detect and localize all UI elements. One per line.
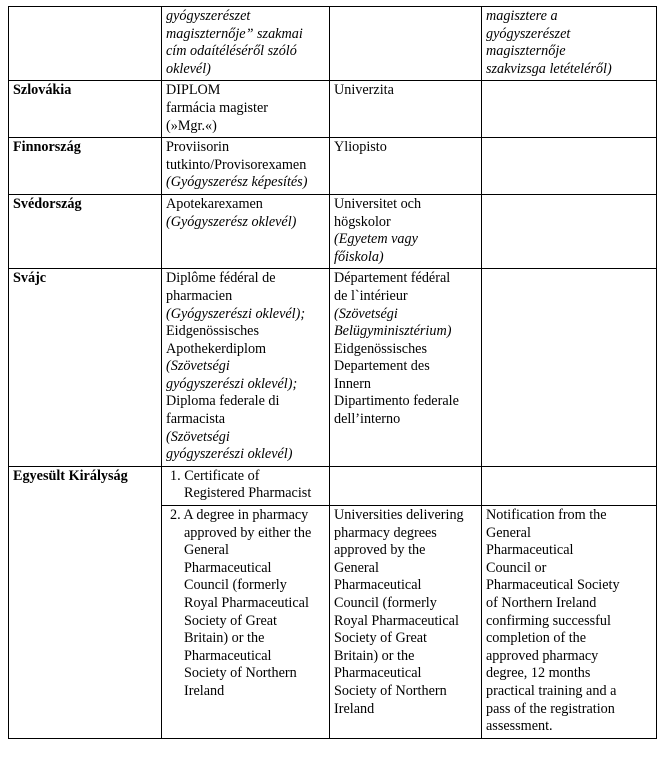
cell-line: Innern bbox=[334, 375, 372, 392]
country-name: Finnország bbox=[9, 138, 162, 195]
cell-line: Certificate of bbox=[184, 467, 260, 484]
cell-line: Departement des bbox=[334, 358, 430, 375]
cell-line: oklevél) bbox=[166, 60, 211, 77]
list-item bbox=[166, 468, 325, 503]
country-name: Svájc bbox=[9, 269, 162, 467]
cell-line: Proviisorin bbox=[166, 139, 230, 156]
table-row-uk-1 bbox=[9, 466, 657, 505]
cell-line: pass of the registration bbox=[486, 700, 615, 717]
cell-line: Pharmaceutical bbox=[184, 647, 272, 664]
cell-line: General bbox=[334, 559, 379, 576]
cell-line: farmacista bbox=[166, 411, 226, 428]
qualification-cell bbox=[162, 7, 330, 81]
cell-line: Britain) or the bbox=[334, 647, 415, 664]
cell-line: (Gyógyszerész oklevél) bbox=[166, 213, 297, 230]
cell-line: assessment. bbox=[486, 718, 553, 735]
cell-line: approved by the bbox=[334, 542, 426, 559]
cell-line: Universities delivering bbox=[334, 507, 464, 524]
cell-line: Registered Pharmacist bbox=[184, 485, 312, 502]
cell-line: confirming successful bbox=[486, 612, 611, 629]
qualification-cell bbox=[162, 194, 330, 268]
cell-line: Ireland bbox=[334, 700, 375, 717]
cell-line: Diplôme fédéral de bbox=[166, 270, 276, 287]
cell-line: Universitet och bbox=[334, 195, 422, 212]
cell-line: Univerzita bbox=[334, 82, 394, 99]
cell-line: Apothekerdiplom bbox=[166, 340, 267, 357]
qualification-cell bbox=[162, 269, 330, 467]
cell-line: approved pharmacy bbox=[486, 647, 599, 664]
cell-line: DIPLOM bbox=[166, 82, 221, 99]
certificate-cell bbox=[482, 194, 657, 268]
country-name: Egyesült Királyság bbox=[9, 466, 162, 738]
cell-line: Dipartimento federale bbox=[334, 393, 459, 410]
awarding-body-cell bbox=[330, 506, 482, 739]
cell-line: degree, 12 months bbox=[486, 665, 591, 682]
country-name: Szlovákia bbox=[9, 81, 162, 138]
cell-line: Society of Great bbox=[184, 612, 277, 629]
certificate-cell bbox=[482, 138, 657, 195]
cell-line: Royal Pharmaceutical bbox=[184, 595, 309, 611]
table-row-finnorszag bbox=[9, 138, 657, 195]
cell-line: Eidgenössisches bbox=[166, 323, 259, 340]
cell-line: Belügyminisztérium) bbox=[334, 323, 452, 340]
cell-line: de l`intérieur bbox=[334, 287, 408, 304]
table-row-svajc bbox=[9, 269, 657, 467]
qualification-cell bbox=[162, 81, 330, 138]
cell-line: magiszternője” szakmai bbox=[166, 25, 303, 42]
cell-line: of Northern Ireland bbox=[486, 595, 597, 611]
cell-line: A degree in pharmacy bbox=[183, 507, 309, 524]
certificate-cell bbox=[482, 7, 657, 81]
cell-line: Notification from the bbox=[486, 507, 607, 524]
country-name: Svédország bbox=[9, 194, 162, 268]
cell-line: practical training and a bbox=[486, 682, 617, 699]
cell-line: Royal Pharmaceutical bbox=[334, 612, 459, 629]
certificate-cell bbox=[482, 466, 657, 505]
cell-line: Council or bbox=[486, 559, 547, 576]
cell-line: magisztere a bbox=[486, 8, 558, 24]
cell-line: Eidgenössisches bbox=[334, 340, 427, 357]
cell-line: högskolor bbox=[334, 213, 391, 230]
cell-line: (»Mgr.«) bbox=[166, 117, 217, 134]
table-row-svedorszag bbox=[9, 194, 657, 268]
cell-line: gyógyszerészet bbox=[486, 25, 571, 42]
cell-line: (Gyógyszerészi oklevél); bbox=[166, 305, 306, 322]
cell-line: pharmacy degrees bbox=[334, 524, 437, 541]
cell-line: (Egyetem vagy bbox=[334, 231, 418, 248]
table-row-continuation bbox=[9, 7, 657, 81]
certificate-cell bbox=[482, 269, 657, 467]
table-row-szlovakia bbox=[9, 81, 657, 138]
cell-line: Society of Northern bbox=[184, 665, 297, 682]
qualification-cell bbox=[162, 466, 330, 505]
awarding-body-cell bbox=[330, 138, 482, 195]
awarding-body-cell bbox=[330, 194, 482, 268]
cell-line: Pharmaceutical bbox=[334, 665, 422, 682]
qualification-list bbox=[166, 507, 325, 701]
cell-line: gyógyszerészet bbox=[166, 8, 251, 24]
cell-line: Yliopisto bbox=[334, 139, 387, 156]
cell-line: Diploma federale di bbox=[166, 393, 280, 410]
cell-line: Council (formerly bbox=[184, 577, 287, 594]
cell-line: (Szövetségi bbox=[334, 305, 398, 322]
awarding-body-cell bbox=[330, 7, 482, 81]
cell-line: Pharmaceutical bbox=[334, 577, 422, 594]
cell-line: tutkinto/Provisorexamen bbox=[166, 156, 307, 173]
certificate-cell bbox=[482, 506, 657, 739]
cell-line: gyógyszerészi oklevél) bbox=[166, 446, 293, 463]
cell-line: General bbox=[184, 542, 229, 559]
cell-line: magiszternője bbox=[486, 43, 566, 60]
qualifications-table bbox=[8, 6, 657, 739]
list-number: 1. bbox=[170, 467, 181, 484]
cell-line: pharmacien bbox=[166, 287, 233, 304]
awarding-body-cell bbox=[330, 81, 482, 138]
cell-line: completion of the bbox=[486, 630, 587, 647]
cell-line: (Szövetségi bbox=[166, 358, 230, 375]
cell-line: (Gyógyszerész képesítés) bbox=[166, 174, 308, 191]
cell-line: Society of Northern bbox=[334, 682, 447, 699]
cell-line: Council (formerly bbox=[334, 595, 437, 611]
cell-line: farmácia magister bbox=[166, 99, 269, 116]
awarding-body-cell bbox=[330, 269, 482, 467]
cell-line: (Szövetségi bbox=[166, 428, 230, 445]
qualification-list bbox=[166, 468, 325, 503]
cell-line: Britain) or the bbox=[184, 630, 265, 647]
cell-line: Apotekarexamen bbox=[166, 195, 263, 212]
cell-line: dell’interno bbox=[334, 411, 401, 428]
cell-line: gyógyszerészi oklevél); bbox=[166, 375, 298, 392]
qualification-cell bbox=[162, 138, 330, 195]
country-cell bbox=[9, 7, 162, 81]
cell-line: Pharmaceutical bbox=[486, 542, 574, 559]
cell-line: cím odaítéléséről szóló bbox=[166, 43, 297, 60]
list-number: 2. bbox=[170, 507, 181, 524]
cell-line: Ireland bbox=[184, 682, 225, 699]
cell-line: Pharmaceutical Society bbox=[486, 577, 620, 594]
cell-line: szakvizsga letételéről) bbox=[486, 60, 612, 77]
cell-line: főiskola) bbox=[334, 248, 384, 265]
qualification-cell bbox=[162, 506, 330, 739]
cell-line: General bbox=[486, 524, 531, 541]
list-item bbox=[166, 507, 325, 701]
cell-line: approved by either the bbox=[184, 524, 312, 541]
awarding-body-cell bbox=[330, 466, 482, 505]
cell-line: Society of Great bbox=[334, 630, 427, 647]
cell-line: Pharmaceutical bbox=[184, 559, 272, 576]
certificate-cell bbox=[482, 81, 657, 138]
cell-line: Département fédéral bbox=[334, 270, 451, 287]
